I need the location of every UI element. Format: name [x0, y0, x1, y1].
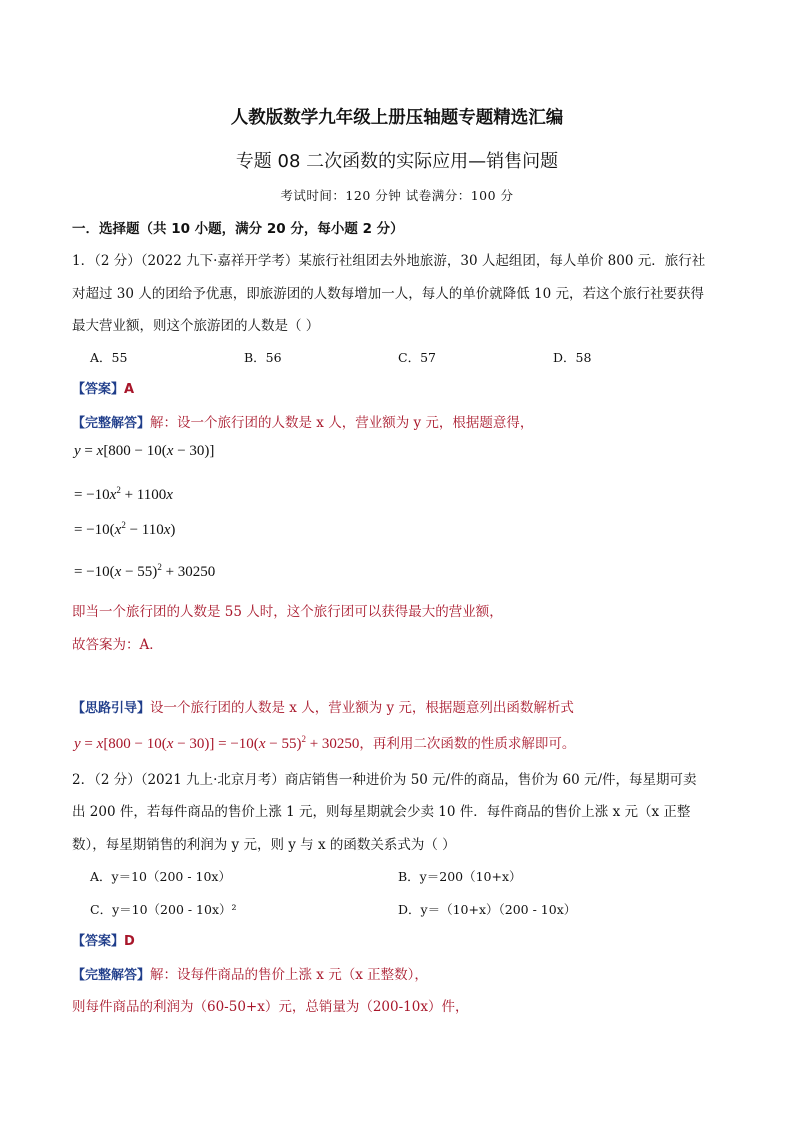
q1-option-a: A．55: [90, 350, 128, 365]
q2-option-b: B．y＝200（10+x）: [398, 869, 522, 884]
q1-equation-2: = $-10x^2 + 1100x$: [74, 485, 173, 503]
solution-tag: 【完整解答】: [72, 968, 151, 983]
q1-solution-intro: 解：设一个旅行团的人数是 x 人，营业额为 y 元，根据题意得，: [150, 415, 534, 431]
exam-meta: 考试时间：120 分钟 试卷满分：100 分: [280, 188, 514, 203]
q2-solution-intro: 解：设每件商品的售价上涨 x 元（x 正整数），: [150, 967, 428, 983]
q1-equation-4: = $-10(x - 55)^2 + 30250$: [74, 562, 216, 580]
q2-line-3: 数），每星期销售的利润为 y 元，则 y 与 x 的函数关系式为（ ）: [72, 837, 456, 853]
q2-option-c: C．y＝10（200 - 10x）²: [90, 902, 237, 917]
q1-option-c: C．57: [398, 350, 436, 365]
answer-tag: 【答案】: [72, 382, 125, 397]
q1-conclusion: 即当一个旅行团的人数是 55 人时，这个旅行团可以获得最大的营业额，: [72, 604, 503, 620]
q1-final-answer: 故答案为：A．: [72, 637, 163, 653]
q2-line-1: 2．（2 分）（2021 九上·北京月考）商店销售一种进价为 50 元/件的商品，售价为 60 元/件，每星期可卖: [72, 772, 697, 788]
section-heading: 一．选择题（共 10 小题，满分 20 分，每小题 2 分）: [72, 221, 404, 237]
q2-solution-line-2: 则每件商品的利润为（60-50+x）元，总销量为（200-10x）件，: [72, 999, 469, 1015]
q1-equation-3: = $-10(x^2 - 110x)$: [74, 520, 176, 538]
q1-hint-tail: ，再利用二次函数的性质求解即可。: [359, 736, 576, 752]
solution-tag: 【完整解答】: [72, 416, 151, 431]
document-title: 人教版数学九年级上册压轴题专题精选汇编: [230, 108, 564, 128]
q1-equation-1: y = x[800 − 10(x − 30)]: [74, 443, 215, 459]
q1-hint-formula-line: [74, 732, 575, 753]
q1-answer: A: [124, 382, 135, 397]
answer-tag: 【答案】: [72, 934, 125, 949]
q1-option-d: D．58: [553, 350, 592, 365]
q2-solution-line: [72, 963, 428, 983]
q2-answer: D: [124, 934, 135, 949]
q2-option-a: A．y＝10（200 - 10x）: [90, 869, 231, 884]
document-subtitle: 专题 08 二次函数的实际应用—销售问题: [235, 151, 559, 172]
hint-tag: 【思路引导】: [72, 701, 151, 716]
q1-answer-line: [72, 378, 134, 397]
q1-line-2: 对超过 30 人的团给予优惠，即旅游团的人数每增加一人，每人的单价就降低 10 元，若这个旅行社要获得: [72, 286, 705, 302]
q1-option-b: B．56: [244, 350, 282, 365]
q1-solution-line: [72, 411, 533, 431]
q2-line-2: 出 200 件，若每件商品的售价上涨 1 元，则每星期就会少卖 10 件．每件商品的售价上涨 x 元（x 正整: [72, 804, 691, 820]
q1-hint-formula: $y = x[800 - 10(x - 30)] = -10(x - 55)^2 + 30250$: [74, 734, 360, 752]
q1-hint-text: 设一个旅行团的人数是 x 人，营业额为 y 元，根据题意列出函数解析式: [150, 700, 574, 716]
q1-line-3: 最大营业额，则这个旅游团的人数是（ ）: [72, 318, 320, 334]
q1-hint-line: [72, 696, 574, 716]
q2-option-d: D．y＝（10+x）（200 - 10x）: [398, 902, 577, 917]
q1-line-1: 1．（2 分）（2022 九下·嘉祥开学考）某旅行社组团去外地旅游，30 人起组团，每人单价 800 元．旅行社: [72, 253, 706, 269]
q2-answer-line: [72, 930, 135, 949]
